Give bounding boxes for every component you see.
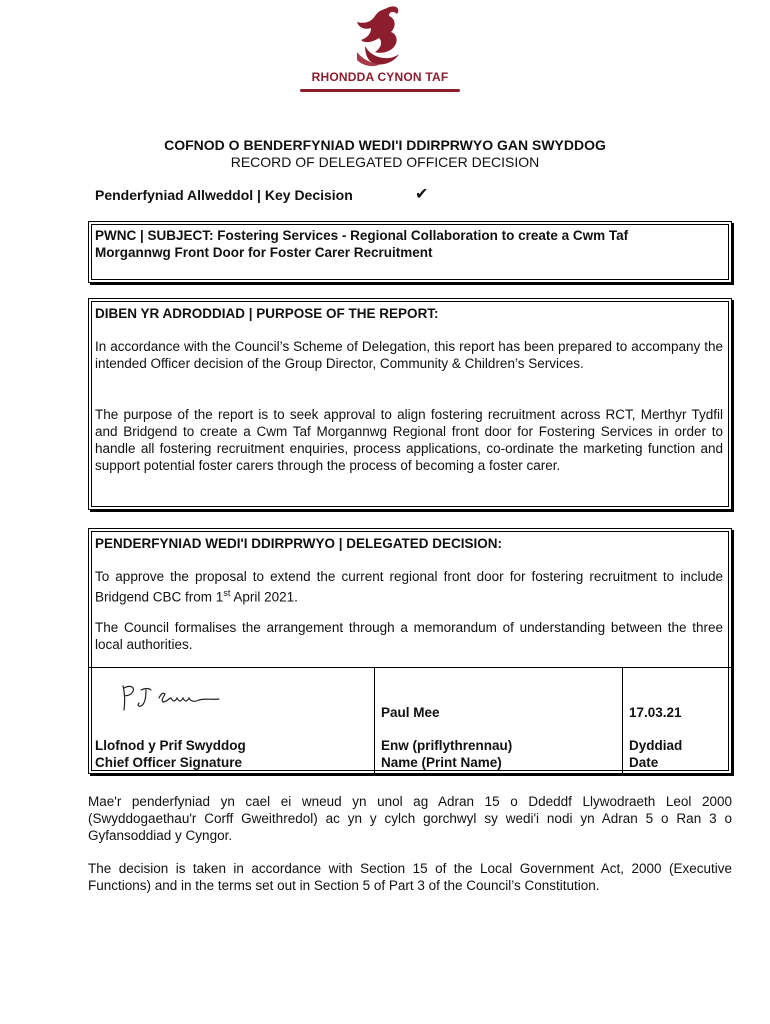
name-label-english: Name (Print Name) <box>381 755 502 770</box>
handwritten-signature <box>115 680 235 720</box>
dragon-emblem-icon <box>335 2 425 70</box>
decision-heading: PENDERFYNIAD WEDI'I DDIRPRWYO | DELEGATED DECISION: <box>95 536 503 551</box>
table-divider <box>374 667 375 774</box>
name-label-welsh: Enw (priflythrennau) <box>381 738 513 753</box>
decision-paragraph-2: The Council formalises the arrangement through a memorandum of understanding between the three local authorities. <box>95 620 723 652</box>
logo-underline <box>300 89 460 92</box>
purpose-box <box>88 298 732 510</box>
key-decision-label: Penderfyniad Allweddol | Key Decision <box>95 187 353 203</box>
date-label-english: Date <box>629 755 659 770</box>
purpose-paragraph-1: In accordance with the Council’s Scheme of Delegation, this report has been prepared to accompany the intended Officer decision of the Group Director, Community & Children’s Services. <box>95 339 723 371</box>
logo-text: RHONDDA CYNON TAF <box>311 70 449 84</box>
decision-ordinal-suffix: st <box>223 588 231 598</box>
check-icon: ✔ <box>415 186 429 203</box>
council-logo <box>290 2 470 96</box>
print-name-value: Paul Mee <box>381 705 440 720</box>
title-welsh: COFNOD O BENDERFYNIAD WEDI'I DDIRPRWYO GAN SWYDDOG <box>164 137 606 153</box>
purpose-paragraph-2: The purpose of the report is to seek approval to align fostering recruitment across RCT, Merthyr Tydfil and Bridgend to create a Cwm Taf Morgannwg Regional front door for Fostering Services in order to handle all fostering recruitment enquiries, process applications, co-ordinate the marketing function and support potential foster carers through the process of becoming a foster carer. <box>95 407 723 473</box>
signature-label-english: Chief Officer Signature <box>95 755 243 770</box>
footer-welsh: Mae'r penderfyniad yn cael ei wneud yn unol ag Adran 15 o Ddeddf Llywodraeth Leol 2000 (Swyddogaethau'r Corff Gweithredol) ac yn y cylch gorchwyl sy wedi'i nodi yn Adran 5 o Ran 3 o Gyfansoddiad y Cyngor. <box>88 794 732 843</box>
table-divider <box>622 667 623 774</box>
footer-english: The decision is taken in accordance with Section 15 of the Local Government Act, 2000 (Executive Functions) and in the terms set out in Section 5 of Part 3 of the Council’s Constitution. <box>88 861 732 893</box>
decision-paragraph-1: To approve the proposal to extend the current regional front door for fostering recruitment to include Bridgend CBC from 1st April 2021. <box>95 569 723 605</box>
purpose-heading: DIBEN YR ADRODDIAD | PURPOSE OF THE REPORT: <box>95 306 439 321</box>
title-english: RECORD OF DELEGATED OFFICER DECISION <box>230 154 540 170</box>
date-value: 17.03.21 <box>629 705 682 720</box>
subject-line-1: PWNC | SUBJECT: Fostering Services - Regional Collaboration to create a Cwm Taf <box>95 228 629 243</box>
subject-line-2: Morgannwg Front Door for Foster Carer Recruitment <box>95 245 433 260</box>
signature-label-welsh: Llofnod y Prif Swyddog <box>95 738 246 753</box>
date-label-welsh: Dyddiad <box>629 738 683 753</box>
